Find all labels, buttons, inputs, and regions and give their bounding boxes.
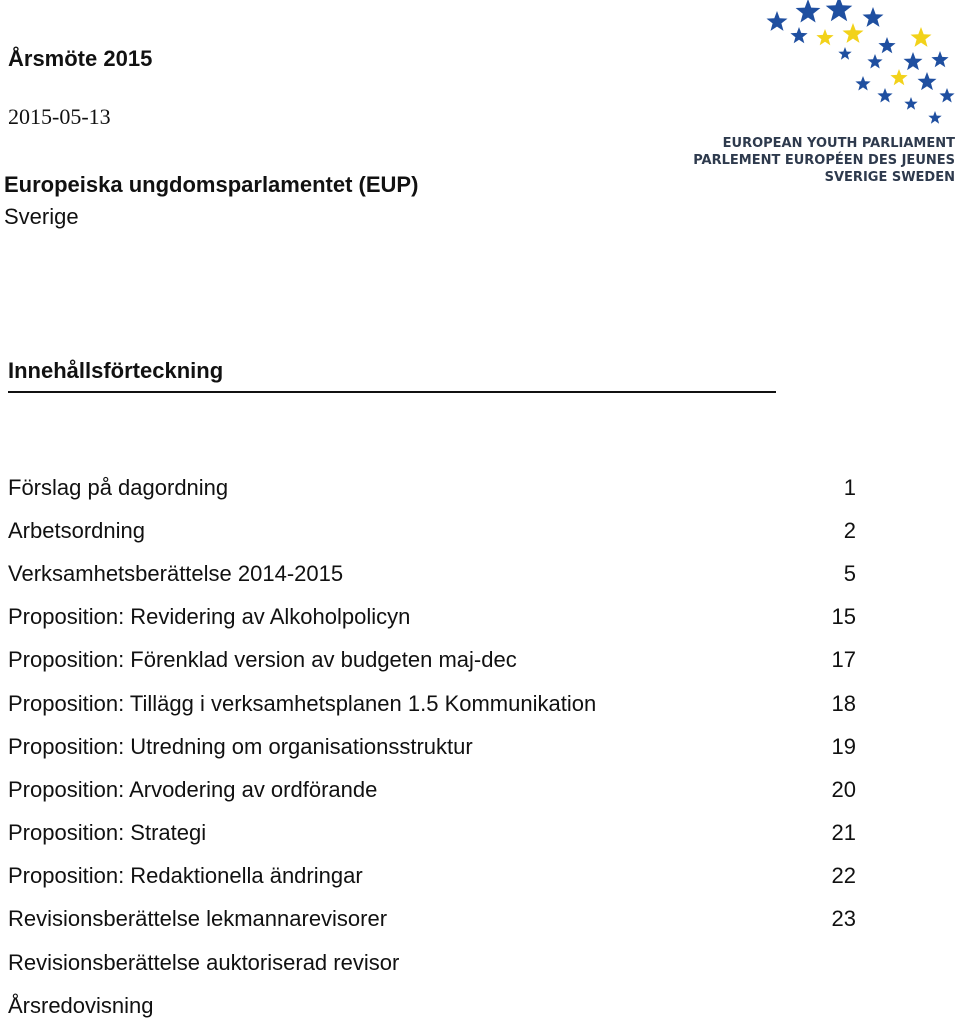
logo-star-icon [838, 47, 851, 60]
logo-star-icon [796, 0, 821, 23]
toc-entry [8, 682, 856, 725]
toc-entry-page: 23 [831, 906, 856, 932]
toc-entry-title: Proposition: Arvodering av ordförande [8, 776, 378, 802]
toc-entry [8, 768, 856, 811]
logo-text-line-2: PARLEMENT EUROPÉEN DES JEUNES [693, 153, 955, 168]
toc-entry [8, 941, 856, 984]
logo-star-icon [904, 97, 917, 110]
toc-entry-page: 20 [831, 776, 856, 802]
logo-star-icon [855, 76, 870, 91]
toc-entry [8, 596, 856, 639]
logo-star-icon [816, 29, 833, 45]
toc-entry [8, 812, 856, 855]
logo-star-icon [878, 37, 895, 53]
logo-star-icon [939, 88, 954, 103]
toc-entry-page: 1 [843, 474, 856, 500]
toc-entry-title: Verksamhetsberättelse 2014-2015 [8, 560, 344, 586]
toc-entry [8, 466, 856, 509]
toc-entry [8, 552, 856, 595]
logo-star-icon [843, 23, 864, 43]
logo-star-icon [904, 52, 923, 70]
toc-entry-page: 2 [843, 517, 856, 543]
toc-list [8, 466, 856, 1027]
toc-entry-title: Proposition: Strategi [8, 820, 207, 846]
logo-stars-icon [735, 0, 960, 130]
toc-entry-title: Revisionsberättelse auktoriserad revisor [8, 949, 400, 975]
logo-text-line-3: SVERIGE SWEDEN [824, 170, 955, 185]
toc-entry-title: Proposition: Utredning om organisationsstruktur [8, 733, 473, 759]
toc-entry-title: Proposition: Förenklad version av budgeten maj-dec [8, 647, 517, 673]
toc-entry [8, 509, 856, 552]
toc-heading: Innehållsförteckning [8, 358, 224, 383]
logo-star-icon [890, 69, 907, 85]
organization-name: Europeiska ungdomsparlamentet (EUP) [4, 172, 419, 197]
toc-entry-page: 21 [831, 820, 856, 846]
toc-entry [8, 984, 856, 1027]
logo-star-icon [826, 0, 853, 21]
document-title: Årsmöte 2015 [8, 46, 153, 71]
logo-star-icon [767, 11, 788, 31]
toc-entry-page: 15 [831, 604, 856, 630]
logo-star-icon [790, 27, 807, 43]
logo-star-icon [931, 51, 948, 67]
toc-entry-title: Årsredovisning [8, 992, 154, 1018]
toc-entry [8, 639, 856, 682]
toc-entry-title: Arbetsordning [8, 517, 145, 543]
toc-entry [8, 898, 856, 941]
logo-star-icon [877, 88, 892, 103]
logo-star-icon [867, 54, 882, 69]
toc-entry-title: Proposition: Tillägg i verksamhetsplanen 1.5 Kommunikation [8, 690, 597, 716]
logo-text-line-1: EUROPEAN YOUTH PARLIAMENT [722, 136, 955, 151]
toc-entry-title: Revisionsberättelse lekmannarevisorer [8, 906, 388, 932]
toc-entry-page: 22 [831, 863, 856, 889]
toc-entry-title: Proposition: Redaktionella ändringar [8, 863, 363, 889]
logo-star-icon [918, 72, 937, 90]
toc-entry-page: 17 [831, 647, 856, 673]
document-date: 2015-05-13 [8, 104, 111, 129]
toc-divider [8, 391, 776, 393]
logo-star-icon [863, 7, 884, 27]
toc-entry-title: Förslag på dagordning [8, 474, 229, 500]
toc-entry [8, 725, 856, 768]
organization-country: Sverige [4, 204, 79, 229]
logo-star-icon [911, 27, 932, 47]
logo-star-icon [928, 111, 941, 124]
toc-entry [8, 855, 856, 898]
eyp-logo [693, 0, 960, 190]
toc-entry-page: 19 [831, 733, 856, 759]
toc-entry-page: 18 [831, 690, 856, 716]
toc-entry-page: 5 [843, 560, 856, 586]
toc-entry-title: Proposition: Revidering av Alkoholpolicyn [8, 604, 411, 630]
